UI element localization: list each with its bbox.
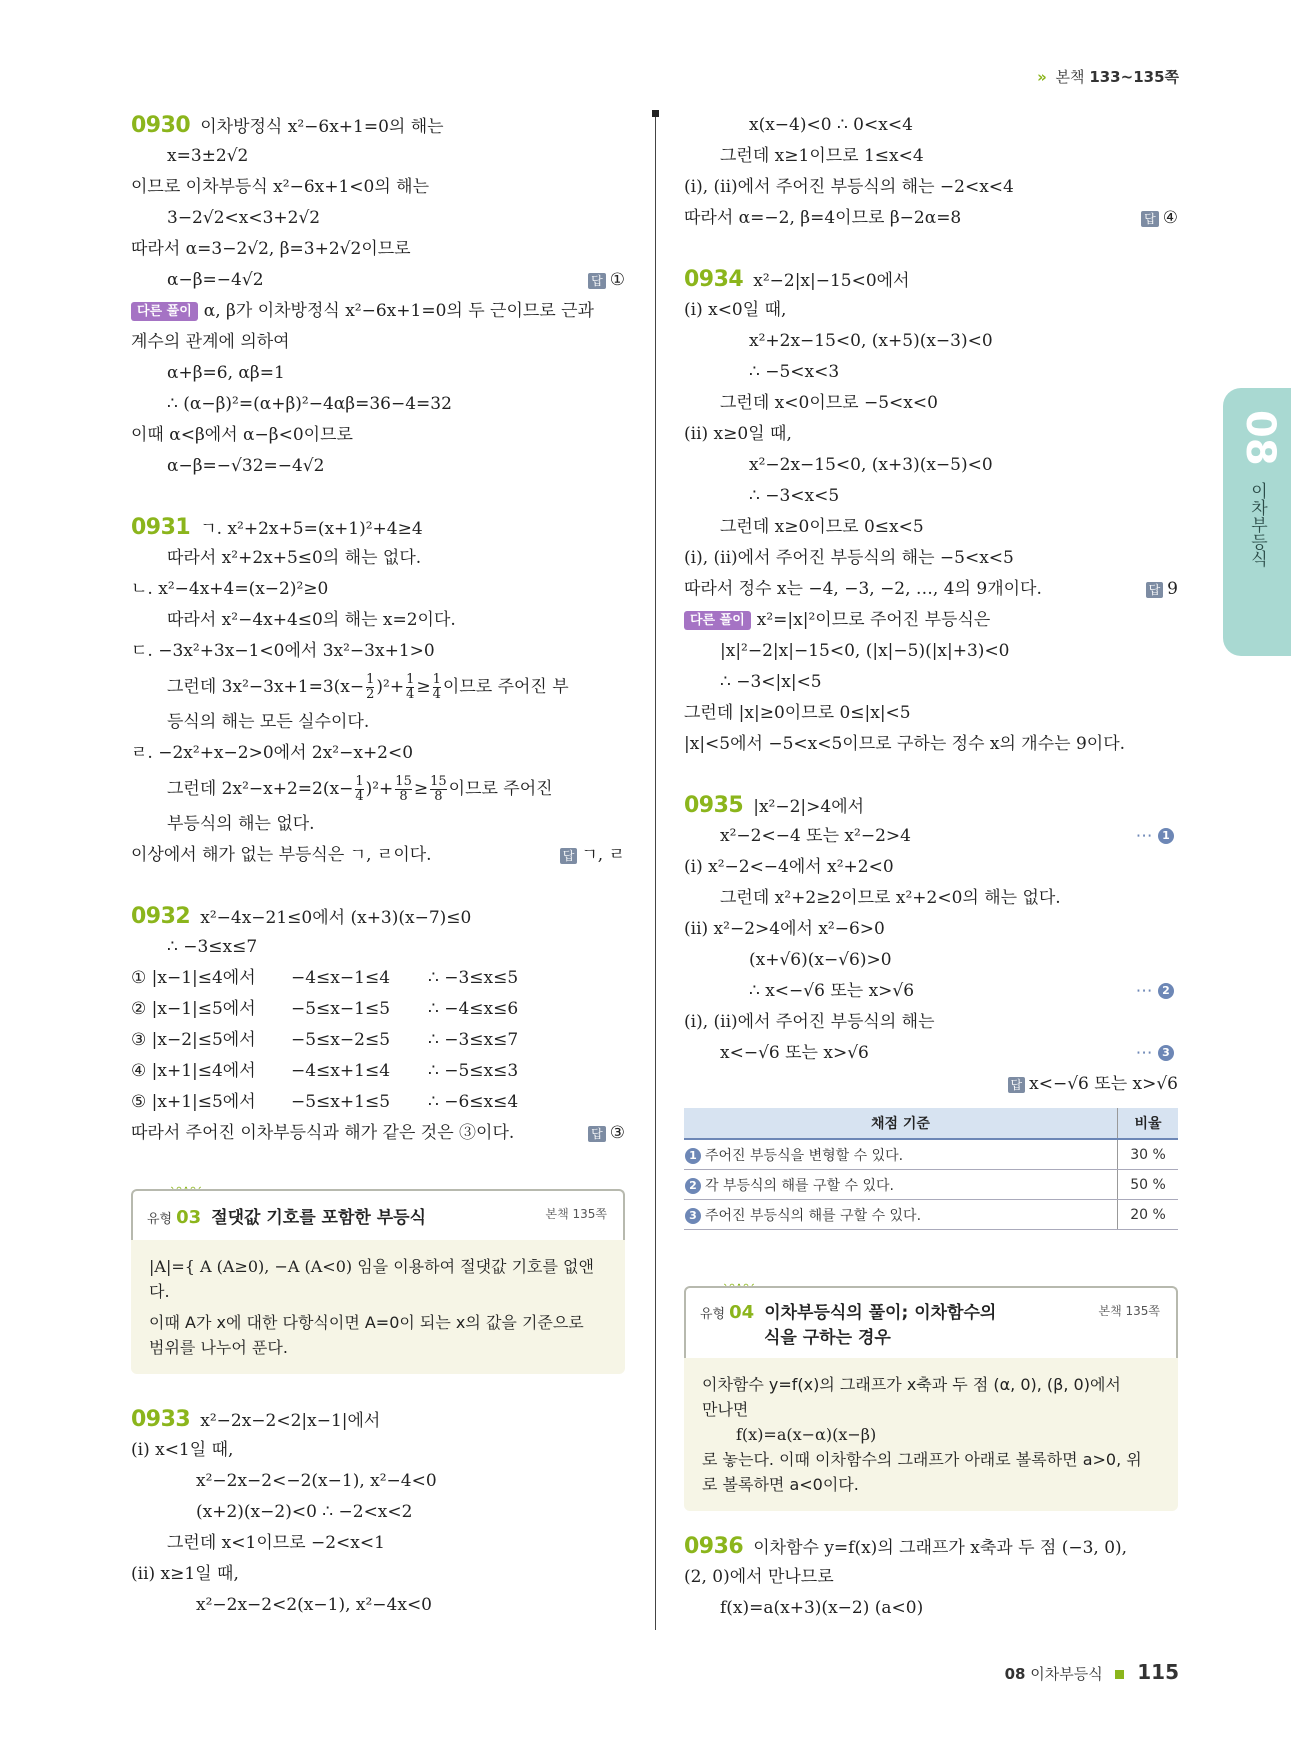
line: ∴ −3≤x≤7	[167, 937, 258, 957]
problem-number: 0930	[131, 113, 191, 138]
step-marker: ⋯ 2	[1136, 976, 1178, 1007]
line: (i), (ii)에서 주어진 부등식의 해는 −2<x<4	[684, 177, 1014, 197]
column-divider	[655, 110, 656, 1630]
line: x²−4x−21≤0에서 (x+3)(x−7)≤0	[200, 908, 472, 928]
line: ㄱ. x²+2x+5=(x+1)²+4≥4	[200, 519, 423, 539]
line: 그런데 |x|≥0이므로 0≤|x|<5	[684, 703, 911, 723]
row-cell: ⑤ |x+1|≤5에서	[131, 1092, 256, 1112]
problem-0930	[131, 110, 625, 482]
answer-mark-icon: 답	[588, 273, 606, 289]
line: 등식의 해는 모든 실수이다.	[167, 712, 370, 732]
problem-number: 0931	[131, 515, 191, 540]
line: 그런데 x≥1이므로 1≤x<4	[720, 146, 924, 166]
line: x²−2<−4 또는 x²−2>4	[720, 826, 911, 846]
left-column	[131, 110, 625, 1621]
alt-solution-badge: 다른 풀이	[131, 302, 198, 321]
grading-ratio: 50 %	[1118, 1170, 1179, 1200]
type-box-03	[131, 1189, 625, 1374]
step-3-icon: 3	[1158, 1045, 1174, 1061]
problem-0931	[131, 512, 625, 871]
grading-criteria	[684, 1139, 1118, 1170]
divider-dot	[652, 110, 659, 117]
line: x²+2x−15<0, (x+5)(x−3)<0	[749, 331, 993, 351]
grading-criteria	[684, 1170, 1118, 1200]
line: |A|={ A (A≥0), −A (A<0) 임을 이용하여 절댓값 기호를 없앤다.	[149, 1257, 594, 1301]
line: 이므로 주어진	[448, 779, 553, 799]
answer-mark-icon: 답	[1008, 1077, 1026, 1093]
line: (i) x²−2<−4에서 x²+2<0	[684, 857, 894, 877]
line: (i) x<1일 때,	[131, 1440, 234, 1460]
comparison-row	[131, 994, 625, 1025]
line: x²−2x−15<0, (x+3)(x−5)<0	[749, 455, 993, 475]
line: 그런데 2x²−x+2=2	[167, 779, 323, 799]
type-ref: 본책 135쪽	[545, 1207, 607, 1221]
row-cell: −4≤x+1≤4	[291, 1061, 391, 1081]
expr: (x−	[333, 677, 365, 697]
row-cell: ② |x−1|≤5에서	[131, 999, 256, 1019]
line: α−β=−√32=−4√2	[167, 456, 325, 476]
type-header	[131, 1189, 625, 1240]
answer	[1141, 203, 1178, 234]
grading-ratio: 20 %	[1118, 1200, 1179, 1230]
line: ㄷ. −3x²+3x−1<0에서 3x²−3x+1>0	[131, 641, 435, 661]
expr: )²+	[376, 677, 405, 697]
answer	[1146, 574, 1178, 605]
page-footer	[1005, 1660, 1179, 1684]
step-number-icon: 2	[685, 1178, 701, 1194]
row-cell: ① |x−1|≤4에서	[131, 968, 256, 988]
line: α+β=6, αβ=1	[167, 363, 285, 383]
page-number: 115	[1137, 1660, 1179, 1684]
expr: )²+	[365, 779, 394, 799]
row-cell: −5≤x−1≤5	[291, 999, 391, 1019]
footer-chapter-number: 08	[1004, 1665, 1026, 1683]
answer-mark-icon: 답	[560, 848, 578, 864]
problem-0932	[131, 901, 625, 1149]
type-ref: 본책 135쪽	[1098, 1304, 1160, 1318]
right-column	[684, 110, 1178, 1624]
ref-range: 133~135쪽	[1089, 68, 1179, 86]
footer-square-icon	[1115, 1670, 1124, 1679]
step-2-icon: 2	[1158, 983, 1174, 999]
type-label: 유형	[147, 1212, 173, 1227]
line: (x+2)(x−2)<0 ∴ −2<x<2	[196, 1502, 413, 1522]
fraction: $\frac{1}{4}$	[355, 774, 364, 804]
line: 이상에서 해가 없는 부등식은 ㄱ, ㄹ이다.	[131, 845, 432, 865]
line: 이차함수 y=f(x)의 그래프가 x축과 두 점 (−3, 0),	[753, 1538, 1128, 1558]
grading-table	[684, 1108, 1178, 1230]
line: |x|²−2|x|−15<0, (|x|−5)(|x|+3)<0	[720, 641, 1010, 661]
line: 따라서 x²+2x+5≤0의 해는 없다.	[167, 548, 422, 568]
problem-0935	[684, 790, 1178, 1100]
answer-value: ③	[609, 1123, 625, 1143]
line: 이때 A가 x에 대한 다항식이면 A=0이 되는 x의 값을 기준으로	[149, 1313, 584, 1332]
chapter-side-tab[interactable]	[1223, 388, 1291, 656]
grading-row	[684, 1139, 1178, 1170]
expr: ≥	[413, 779, 429, 799]
line: 그런데 x≥0이므로 0≤x<5	[720, 517, 924, 537]
type-title-2: 식을 구하는 경우	[764, 1328, 891, 1348]
line: 그런데 3x²−3x+1=3	[167, 677, 334, 697]
line: (i), (ii)에서 주어진 부등식의 해는	[684, 1012, 935, 1032]
book-page-reference	[1037, 66, 1179, 87]
comparison-row	[131, 963, 625, 994]
line: 이므로 주어진 부	[442, 677, 569, 697]
line: ∴ −3<x<5	[749, 486, 840, 506]
line: f(x)=a(x−α)(x−β)	[736, 1425, 877, 1444]
grading-header-ratio: 비율	[1118, 1108, 1179, 1139]
line: |x|<5에서 −5<x<5이므로 구하는 정수 x의 개수는 9이다.	[684, 734, 1126, 754]
line: 로 놓는다. 이때 이차함수의 그래프가 아래로 볼록하면 a>0, 위	[702, 1450, 1142, 1469]
answer-value: x<−√6 또는 x>√6	[1029, 1074, 1178, 1094]
answer	[1008, 1069, 1178, 1100]
line: (2, 0)에서 만나므로	[684, 1567, 834, 1587]
line: f(x)=a(x+3)(x−2) (a<0)	[720, 1598, 924, 1618]
answer-mark-icon: 답	[1146, 582, 1164, 598]
line: 이차함수 y=f(x)의 그래프가 x축과 두 점 (α, 0), (β, 0)에서	[702, 1375, 1121, 1394]
problem-number: 0936	[684, 1534, 744, 1559]
answer-value: ㄱ, ㄹ	[581, 845, 625, 865]
line: 계수의 관계에 의하여	[131, 332, 290, 352]
problem-number: 0933	[131, 1407, 191, 1432]
row-cell: −4≤x−1≤4	[291, 968, 391, 988]
expr: ≥	[416, 677, 431, 697]
problem-0933	[131, 1404, 625, 1621]
line: 그런데 x<1이므로 −2<x<1	[167, 1533, 385, 1553]
row-cell: ④ |x+1|≤4에서	[131, 1061, 256, 1081]
type-body	[684, 1358, 1178, 1511]
line: (x+√6)(x−√6)>0	[749, 950, 892, 970]
step-number-icon: 3	[685, 1208, 701, 1224]
line: |x²−2|>4에서	[753, 797, 865, 817]
answer	[560, 840, 625, 871]
row-cell: ∴ −6≤x≤4	[428, 1092, 519, 1112]
answer-value: 9	[1167, 579, 1178, 599]
problem-number: 0934	[684, 267, 744, 292]
line: 그런데 x<0이므로 −5<x<0	[720, 393, 938, 413]
row-cell: ∴ −4≤x≤6	[428, 999, 519, 1019]
line: 이차방정식 x²−6x+1=0의 해는	[200, 117, 444, 137]
answer-value: ①	[609, 270, 625, 290]
type-box-04	[684, 1286, 1178, 1511]
row-cell: ∴ −5≤x≤3	[428, 1061, 519, 1081]
line: 따라서 α=3−2√2, β=3+2√2이므로	[131, 239, 411, 259]
ref-prefix: 본책	[1055, 68, 1085, 86]
expr: (x−	[322, 779, 354, 799]
criteria-text: 주어진 부등식의 해를 구할 수 있다.	[705, 1207, 922, 1224]
type-title: 절댓값 기호를 포함한 부등식	[211, 1208, 427, 1228]
row-cell: ∴ −3≤x≤7	[428, 1030, 519, 1050]
line: x²−2x−2<−2(x−1), x²−4<0	[196, 1471, 437, 1491]
answer	[588, 265, 625, 296]
problem-0934	[684, 264, 1178, 760]
line: x=3±2√2	[167, 146, 249, 166]
criteria-text: 주어진 부등식을 변형할 수 있다.	[705, 1147, 904, 1164]
line: 범위를 나누어 푼다.	[149, 1338, 288, 1357]
fraction: $\frac{15}{8}$	[430, 774, 447, 804]
footer-chapter-title: 이차부등식	[1030, 1665, 1103, 1683]
line: x<−√6 또는 x>√6	[720, 1043, 869, 1063]
fraction: $\frac{1}{4}$	[432, 672, 441, 702]
line: ∴ (α−β)²=(α+β)²−4αβ=36−4=32	[167, 394, 452, 414]
grading-criteria	[684, 1200, 1118, 1230]
line: α, β가 이차방정식 x²−6x+1=0의 두 근이므로 근과	[203, 301, 594, 321]
line: α−β=−4√2	[167, 270, 264, 290]
type-header	[684, 1286, 1178, 1358]
step-1-icon: 1	[1158, 828, 1174, 844]
row-cell: ③ |x−2|≤5에서	[131, 1030, 256, 1050]
fraction: $\frac{15}{8}$	[395, 774, 412, 804]
line: ㄹ. −2x²+x−2>0에서 2x²−x+2<0	[131, 743, 414, 763]
line: 3−2√2<x<3+2√2	[167, 208, 321, 228]
answer-mark-icon: 답	[588, 1126, 606, 1142]
line: 만나면	[702, 1400, 749, 1419]
line: ∴ x<−√6 또는 x>√6	[749, 981, 915, 1001]
grading-row	[684, 1200, 1178, 1230]
grading-row	[684, 1170, 1178, 1200]
line: (ii) x²−2>4에서 x²−6>0	[684, 919, 885, 939]
step-number-icon: 1	[685, 1148, 701, 1164]
line: (i), (ii)에서 주어진 부등식의 해는 −5<x<5	[684, 548, 1014, 568]
type-number: 04	[729, 1302, 755, 1323]
line: x²−2|x|−15<0에서	[753, 271, 910, 291]
line: 부등식의 해는 없다.	[167, 814, 315, 834]
step-marker: ⋯ 1	[1136, 821, 1178, 852]
fraction: $\frac{1}{2}$	[366, 672, 375, 702]
row-cell: −5≤x+1≤5	[291, 1092, 391, 1112]
step-marker: ⋯ 3	[1136, 1038, 1178, 1069]
answer-value: ④	[1162, 208, 1178, 228]
grading-header-criteria: 채점 기준	[684, 1108, 1118, 1139]
problem-0933-continued	[684, 110, 1178, 234]
line: 따라서 주어진 이차부등식과 해가 같은 것은 ③이다.	[131, 1123, 515, 1143]
line: (i) x<0일 때,	[684, 300, 787, 320]
comparison-row	[131, 1056, 625, 1087]
problem-number: 0935	[684, 793, 744, 818]
criteria-text: 각 부등식의 해를 구할 수 있다.	[705, 1177, 894, 1194]
line: 그런데 x²+2≥2이므로 x²+2<0의 해는 없다.	[720, 888, 1061, 908]
line: 따라서 정수 x는 −4, −3, −2, …, 4의 9개이다.	[684, 579, 1042, 599]
grading-ratio: 30 %	[1118, 1139, 1179, 1170]
line: (ii) x≥0일 때,	[684, 424, 792, 444]
line: x(x−4)<0 ∴ 0<x<4	[749, 115, 913, 135]
chapter-number: 08	[1237, 410, 1283, 466]
problem-0936	[684, 1531, 1178, 1624]
answer	[588, 1118, 625, 1149]
type-title: 이차부등식의 풀이; 이차함수의	[764, 1303, 997, 1323]
alt-solution-badge: 다른 풀이	[684, 611, 751, 630]
problem-number: 0932	[131, 904, 191, 929]
line: ∴ −5<x<3	[749, 362, 840, 382]
line: x²=|x|²이므로 주어진 부등식은	[756, 610, 991, 630]
line: 따라서 x²−4x+4≤0의 해는 x=2이다.	[167, 610, 456, 630]
line: (ii) x≥1일 때,	[131, 1564, 239, 1584]
line: ㄴ. x²−4x+4=(x−2)²≥0	[131, 579, 329, 599]
line: x²−2x−2<2|x−1|에서	[200, 1411, 381, 1431]
type-number: 03	[176, 1207, 202, 1228]
row-cell: ∴ −3≤x≤5	[428, 968, 519, 988]
line: x²−2x−2<2(x−1), x²−4x<0	[196, 1595, 432, 1615]
line: 이므로 이차부등식 x²−6x+1<0의 해는	[131, 177, 430, 197]
type-body	[131, 1240, 625, 1374]
type-label: 유형	[700, 1307, 726, 1322]
fraction: $\frac{1}{4}$	[406, 672, 415, 702]
line: 로 볼록하면 a<0이다.	[702, 1475, 859, 1494]
line: ∴ −3<|x|<5	[720, 672, 822, 692]
answer-mark-icon: 답	[1141, 211, 1159, 227]
double-chevron-icon: »	[1037, 68, 1047, 86]
comparison-row	[131, 1087, 625, 1118]
line: 따라서 α=−2, β=4이므로 β−2α=8	[684, 208, 962, 228]
row-cell: −5≤x−2≤5	[291, 1030, 391, 1050]
chapter-label: 이차부등식	[1247, 482, 1267, 567]
comparison-row	[131, 1025, 625, 1056]
line: 이때 α<β에서 α−β<0이므로	[131, 425, 353, 445]
